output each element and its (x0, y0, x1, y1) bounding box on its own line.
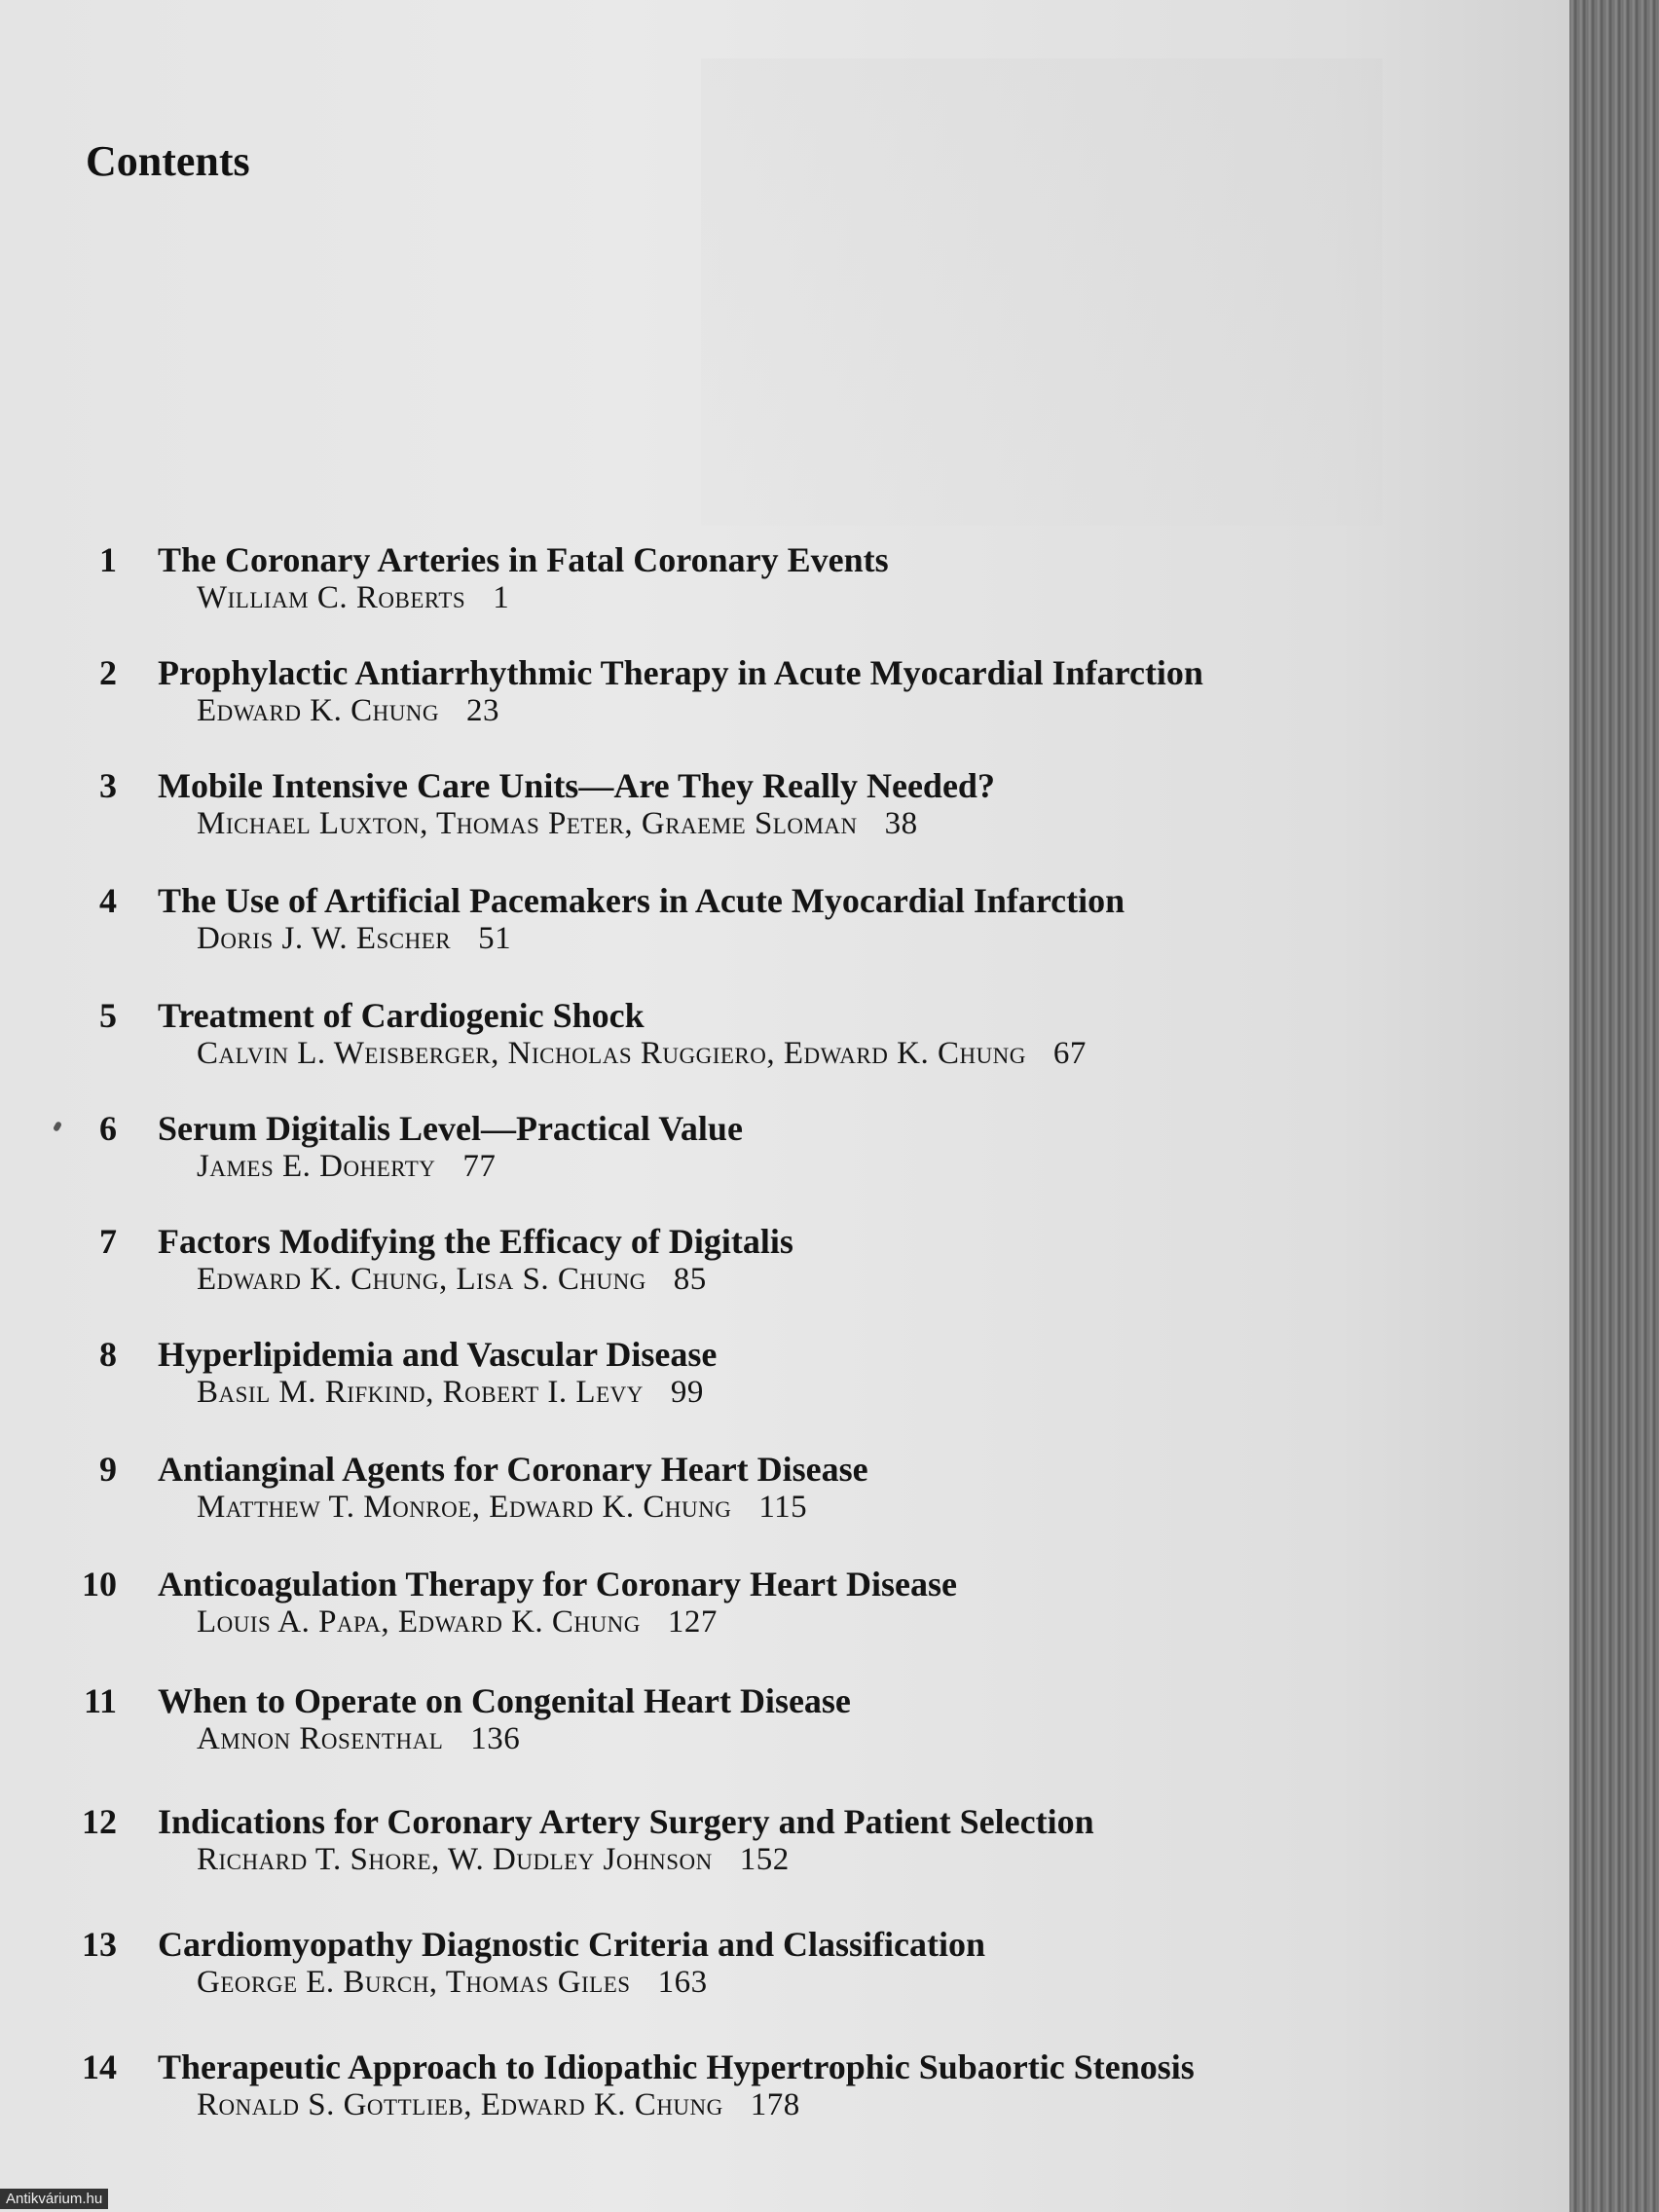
chapter-page: 1 (493, 580, 510, 615)
chapter-title: Hyperlipidemia and Vascular Disease (158, 1335, 718, 1374)
chapter-authors-line (197, 1375, 704, 1411)
chapter-authors-line (197, 580, 509, 616)
chapter-authors: Doris J. W. Escher (197, 921, 452, 956)
watermark: Antikvárium.hu (0, 2189, 108, 2209)
chapter-authors-line (197, 1036, 1087, 1072)
chapter-title: Indications for Coronary Artery Surgery and Patient Selection (158, 1802, 1094, 1841)
chapter-title: The Coronary Arteries in Fatal Coronary Events (158, 540, 889, 579)
chapter-title: Mobile Intensive Care Units—Are They Really Needed? (158, 766, 995, 805)
chapter-title: Therapeutic Approach to Idiopathic Hypertrophic Subaortic Stenosis (158, 2047, 1195, 2086)
chapter-authors-line (197, 693, 499, 729)
chapter-number: 11 (83, 1681, 117, 1720)
chapter-number: 7 (99, 1222, 117, 1261)
chapter-page: 163 (657, 1965, 708, 2000)
chapter-number: 3 (99, 766, 117, 805)
chapter-authors-line (197, 921, 511, 957)
chapter-title: Prophylactic Antiarrhythmic Therapy in Acute Myocardial Infarction (158, 653, 1203, 692)
chapter-authors: Matthew T. Monroe, Edward K. Chung (197, 1490, 732, 1525)
chapter-number: 2 (99, 653, 117, 692)
chapter-authors: George E. Burch, Thomas Giles (197, 1965, 631, 2000)
chapter-title: Anticoagulation Therapy for Coronary Heart Disease (158, 1565, 957, 1604)
chapter-page: 38 (884, 806, 918, 841)
ink-mark (53, 1121, 62, 1132)
chapter-title: Factors Modifying the Efficacy of Digitalis (158, 1222, 793, 1261)
chapter-page: 67 (1052, 1036, 1087, 1071)
chapter-authors: Edward K. Chung (197, 693, 440, 728)
chapter-number: 9 (99, 1450, 117, 1489)
chapter-number: 8 (99, 1335, 117, 1374)
chapter-authors-line (197, 1604, 718, 1641)
chapter-title: Treatment of Cardiogenic Shock (158, 996, 645, 1035)
chapter-number: 10 (82, 1565, 117, 1604)
chapter-number: 13 (82, 1925, 117, 1964)
chapter-authors-line (197, 806, 918, 842)
chapter-title: The Use of Artificial Pacemakers in Acute Myocardial Infarction (158, 881, 1125, 920)
chapter-title: Antianginal Agents for Coronary Heart Disease (158, 1450, 868, 1489)
chapter-authors: Calvin L. Weisberger, Nicholas Ruggiero, Edward K. Chung (197, 1036, 1026, 1071)
chapter-page: 85 (673, 1262, 707, 1297)
chapter-page: 99 (670, 1375, 704, 1410)
chapter-page: 136 (470, 1721, 521, 1756)
chapter-authors: Richard T. Shore, W. Dudley Johnson (197, 1842, 713, 1877)
page-title: Contents (86, 137, 250, 185)
chapter-authors: James E. Doherty (197, 1149, 436, 1184)
chapter-page: 152 (739, 1842, 790, 1877)
chapter-authors-line (197, 1149, 496, 1185)
chapter-authors: Louis A. Papa, Edward K. Chung (197, 1604, 641, 1640)
chapter-authors-line (197, 1965, 708, 2001)
chapter-authors-line (197, 2087, 800, 2123)
chapter-page: 23 (466, 693, 500, 728)
chapter-authors: Basil M. Rifkind, Robert I. Levy (197, 1375, 644, 1410)
chapter-title: Serum Digitalis Level—Practical Value (158, 1109, 743, 1148)
chapter-number: 12 (82, 1802, 117, 1841)
chapter-page: 115 (758, 1490, 808, 1525)
chapter-number: 4 (99, 881, 117, 920)
chapter-authors-line (197, 1721, 520, 1757)
chapter-number: 6 (99, 1109, 117, 1148)
chapter-page: 51 (478, 921, 512, 956)
chapter-authors: Michael Luxton, Thomas Peter, Graeme Sloman (197, 806, 858, 841)
chapter-page: 127 (667, 1604, 718, 1640)
chapter-authors: Amnon Rosenthal (197, 1721, 444, 1756)
chapter-authors: Ronald S. Gottlieb, Edward K. Chung (197, 2087, 723, 2122)
chapter-page: 77 (462, 1149, 497, 1184)
chapter-authors-line (197, 1262, 707, 1298)
chapter-number: 1 (99, 540, 117, 579)
chapter-title: When to Operate on Congenital Heart Disease (158, 1681, 851, 1720)
chapter-title: Cardiomyopathy Diagnostic Criteria and Classification (158, 1925, 985, 1964)
chapter-page: 178 (750, 2087, 800, 2122)
chapter-number: 14 (82, 2047, 117, 2086)
show-through-block (701, 58, 1382, 526)
chapter-number: 5 (99, 996, 117, 1035)
page-edge (1569, 0, 1659, 2212)
chapter-authors-line (197, 1842, 790, 1878)
chapter-authors-line (197, 1490, 807, 1526)
chapter-authors: Edward K. Chung, Lisa S. Chung (197, 1262, 646, 1297)
chapter-authors: William C. Roberts (197, 580, 466, 615)
